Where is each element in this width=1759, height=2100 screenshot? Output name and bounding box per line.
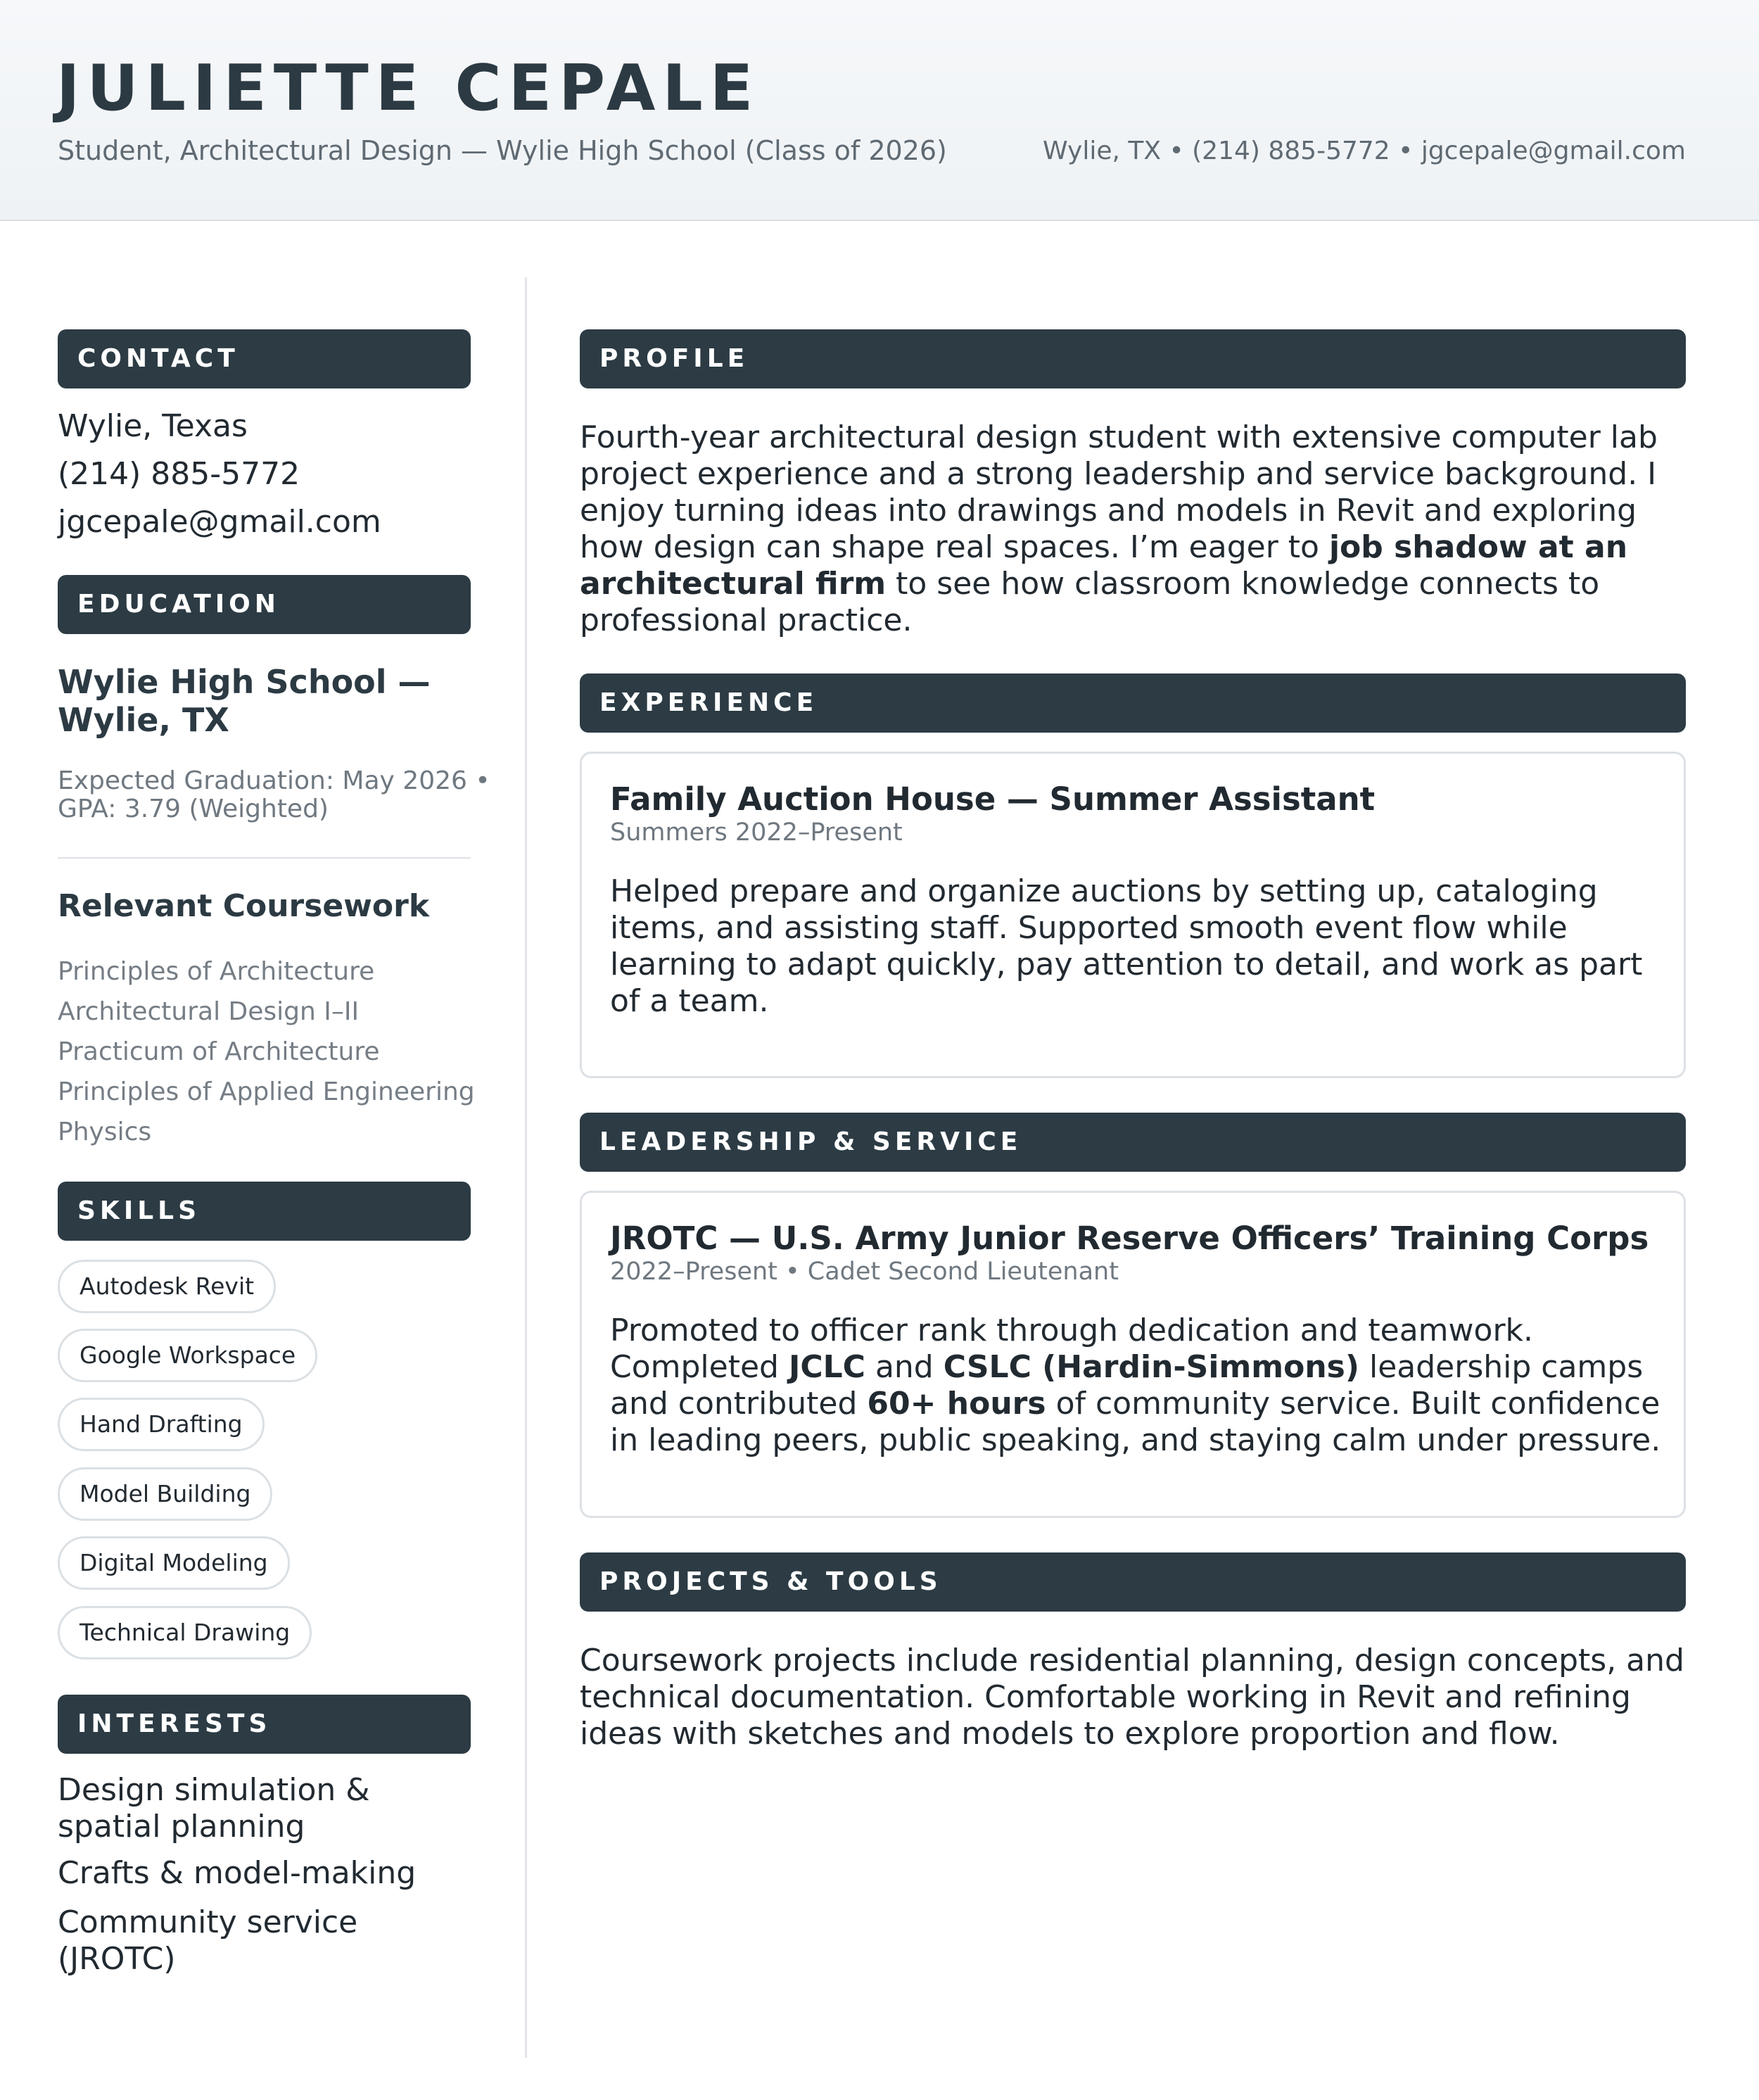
contact-email: jgcepale@gmail.com [58,504,381,540]
profile-heading: PROFILE [580,329,1686,388]
candidate-name: JULIETTE CEPALE [56,51,761,125]
interest-item: Crafts & model-making [58,1855,417,1891]
interests-heading: INTERESTS [58,1695,471,1754]
column-divider [525,277,527,2058]
coursework-title: Relevant Coursework [58,888,430,924]
interest-item: Design simulation & spatial planning [58,1772,370,1845]
experience-card [580,752,1686,1078]
profile-text: Fourth-year architectural design student with extensive computer lab project experience and a strong leadership and service background. I enjoy turning ideas into drawings and models in Revit and exploring how design can shape real spaces. I’m eager to job shadow at an architectural firm to see how classroom knowledge connects to professional practice. [580,419,1658,638]
school-name: Wylie High School — Wylie, TX [58,663,431,739]
skill-tag: Model Building [58,1467,272,1521]
course-item: Practicum of Architecture [58,1037,380,1066]
leadership-dates: 2022–Present • Cadet Second Lieutenant [610,1258,1119,1286]
graduation-info: Expected Graduation: May 2026 • GPA: 3.79 (Weighted) [58,766,490,823]
skill-tag: Technical Drawing [58,1606,312,1659]
course-item: Physics [58,1118,152,1146]
experience-dates: Summers 2022–Present [610,818,903,847]
projects-heading: PROJECTS & TOOLS [580,1552,1686,1612]
contact-phone: (214) 885-5772 [58,456,300,492]
leadership-description: Promoted to officer rank through dedication and teamwork. Completed JCLC and CSLC (Hardin-Simmons) leadership camps and contributed 60+ hours of community service. Built confidence in leading peers, public speaking, and staying calm under pressure. [610,1312,1661,1458]
leadership-title: JROTC — U.S. Army Junior Reserve Officers’ Training Corps [610,1220,1649,1257]
header-contact-line: Wylie, TX • (214) 885-5772 • jgcepale@gmail.com [1043,137,1686,165]
resume-header [0,0,1759,221]
skill-tag: Google Workspace [58,1329,317,1382]
education-divider [58,857,471,859]
education-heading: EDUCATION [58,575,471,634]
skill-tag: Digital Modeling [58,1536,290,1590]
contact-location: Wylie, Texas [58,408,248,444]
course-item: Architectural Design I–II [58,997,360,1026]
experience-title: Family Auction House — Summer Assistant [610,780,1376,818]
leadership-heading: LEADERSHIP & SERVICE [580,1113,1686,1172]
leadership-card [580,1191,1686,1518]
candidate-subtitle: Student, Architectural Design — Wylie High School (Class of 2026) [58,135,947,166]
interest-item: Community service (JROTC) [58,1904,358,1977]
projects-text: Coursework projects include residential planning, design concepts, and technical documentation. Comfortable working in Revit and refining ideas with sketches and models to explore proportion and flow. [580,1643,1684,1752]
profile-highlight: job shadow at an architectural firm [580,529,1628,602]
contact-heading: CONTACT [58,329,471,388]
course-item: Principles of Architecture [58,957,375,986]
experience-description: Helped prepare and organize auctions by setting up, cataloging items, and assisting staff. Supported smooth event flow while learning to adapt quickly, pay attention to detail, and work as part of a team. [610,873,1643,1019]
skill-tag: Autodesk Revit [58,1260,276,1313]
experience-heading: EXPERIENCE [580,673,1686,733]
skills-heading: SKILLS [58,1182,471,1241]
skill-tag: Hand Drafting [58,1398,265,1451]
course-item: Principles of Applied Engineering [58,1077,475,1106]
